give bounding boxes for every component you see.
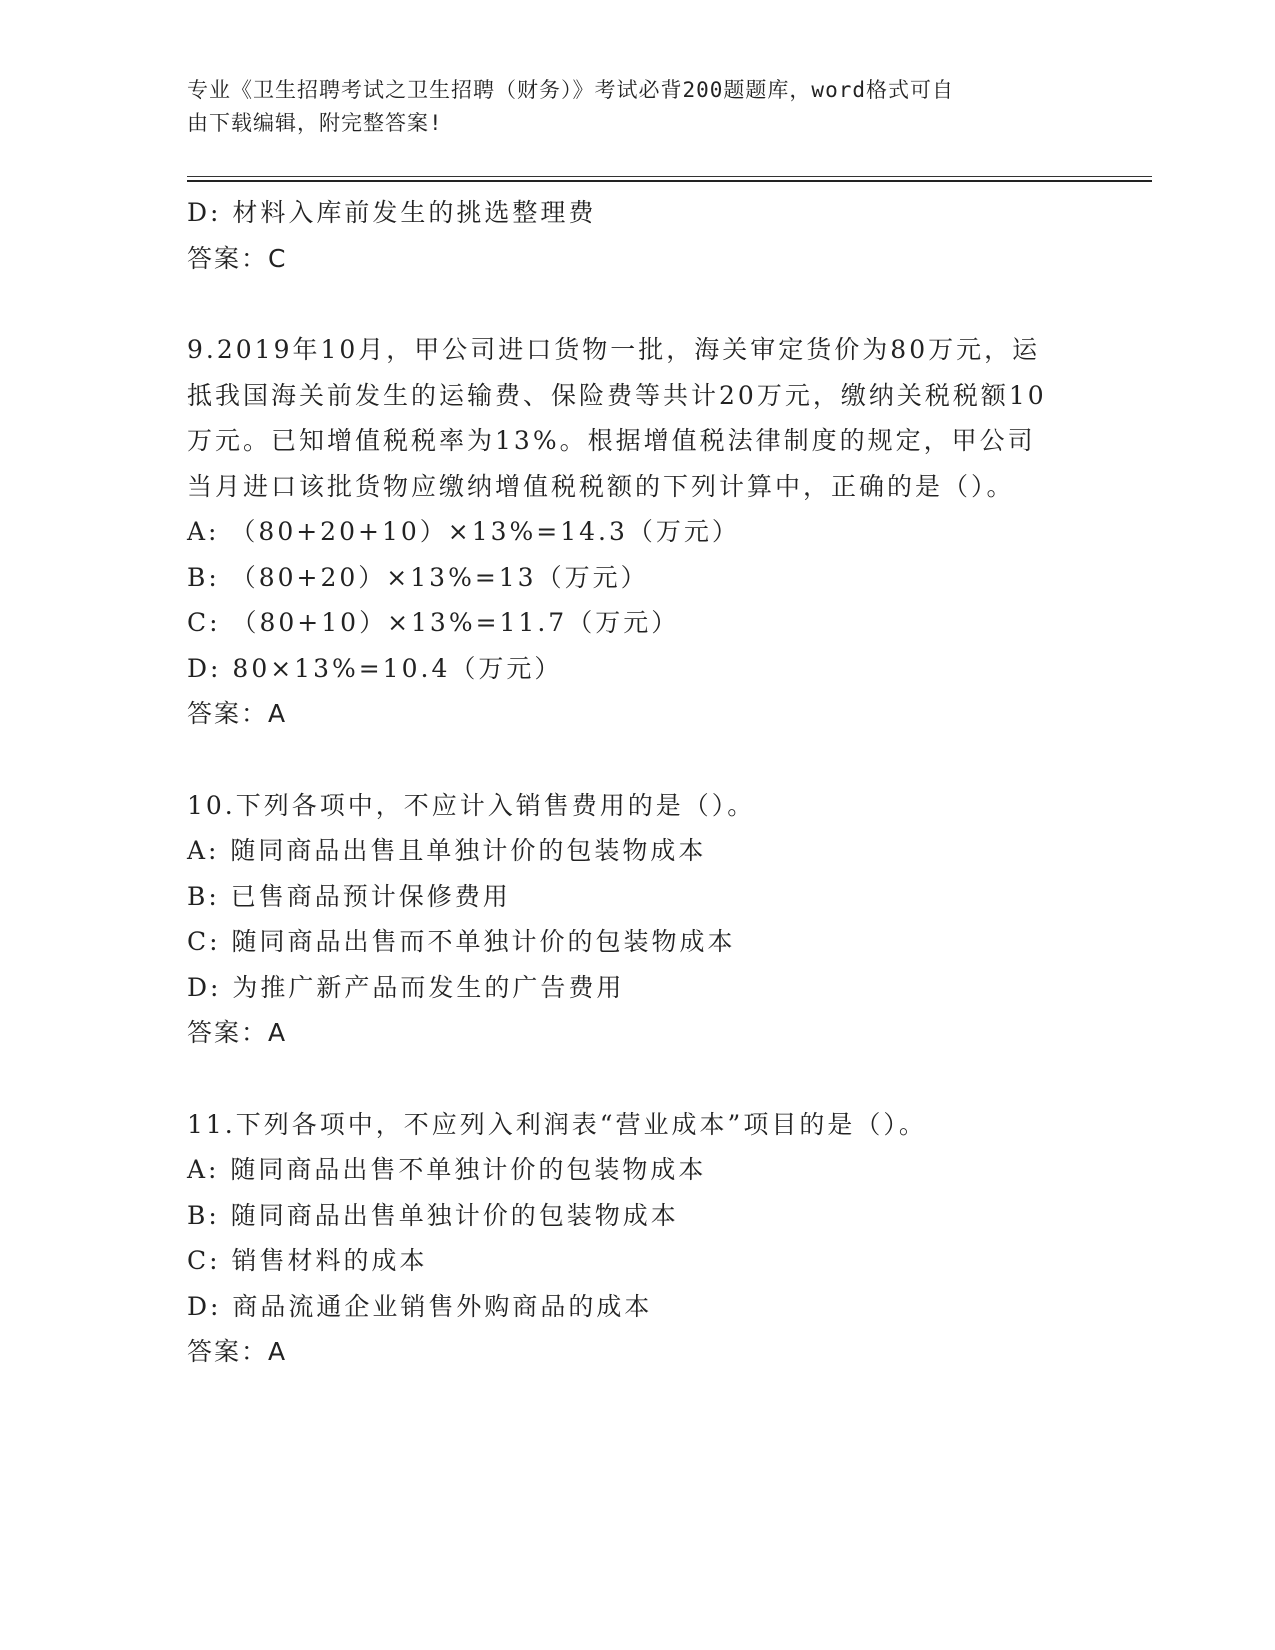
question-8: [187, 190, 1087, 281]
answer-line: 答案：A: [187, 699, 288, 728]
question-11: [187, 1102, 1087, 1375]
header-line-1: 专业《卫生招聘考试之卫生招聘（财务）》考试必背200题题库，word格式可自: [187, 78, 954, 102]
question-stem: 11.下列各项中，不应列入利润表“营业成本”项目的是（）。: [187, 1109, 927, 1139]
header-divider-thin: [187, 176, 1152, 177]
question-stem-line: 当月进口该批货物应缴纳增值税税额的下列计算中，正确的是（）。: [187, 471, 1015, 501]
header-divider-thick: [187, 180, 1152, 182]
option-c: C: 销售材料的成本: [187, 1246, 428, 1275]
option-c: C: 随同商品出售而不单独计价的包装物成本: [187, 927, 736, 956]
option-d: D: 为推广新产品而发生的广告费用: [187, 972, 625, 1002]
option-a: A: 随同商品出售不单独计价的包装物成本: [187, 1155, 707, 1184]
answer-line: 答案：C: [187, 243, 288, 273]
question-stem-line: 抵我国海关前发生的运输费、保险费等共计20万元，缴纳关税税额10: [187, 380, 1047, 410]
question-stem: 10.下列各项中，不应计入销售费用的是（）。: [187, 790, 756, 820]
option-d: D: 80×13%=10.4（万元）: [187, 653, 563, 683]
option-c: C: （80+10）×13%=11.7（万元）: [187, 608, 680, 637]
option-a: A: （80+20+10）×13%=14.3（万元）: [187, 517, 740, 546]
answer-line: 答案：A: [187, 1018, 288, 1047]
option-a: A: 随同商品出售且单独计价的包装物成本: [187, 836, 707, 865]
option-b: B: 随同商品出售单独计价的包装物成本: [187, 1200, 679, 1230]
answer-line: 答案：A: [187, 1337, 288, 1366]
question-stem-line: 万元。已知增值税税率为13%。根据增值税法律制度的规定，甲公司: [187, 426, 1036, 455]
spacer: [187, 281, 1087, 327]
question-10: [187, 783, 1087, 1056]
option-d: D: 商品流通企业销售外购商品的成本: [187, 1291, 653, 1321]
question-stem-line: 9.2019年10月，甲公司进口货物一批，海关审定货价为80万元，运: [187, 335, 1041, 364]
page-header: [187, 74, 1067, 140]
option-b: B: （80+20）×13%=13（万元）: [187, 562, 649, 592]
question-list: [187, 190, 1087, 1375]
option-b: B: 已售商品预计保修费用: [187, 881, 511, 911]
spacer: [187, 1056, 1087, 1102]
spacer: [187, 737, 1087, 783]
question-9: [187, 327, 1087, 737]
option-d: D: 材料入库前发生的挑选整理费: [187, 198, 597, 227]
header-line-2: 由下载编辑，附完整答案!: [187, 111, 443, 135]
